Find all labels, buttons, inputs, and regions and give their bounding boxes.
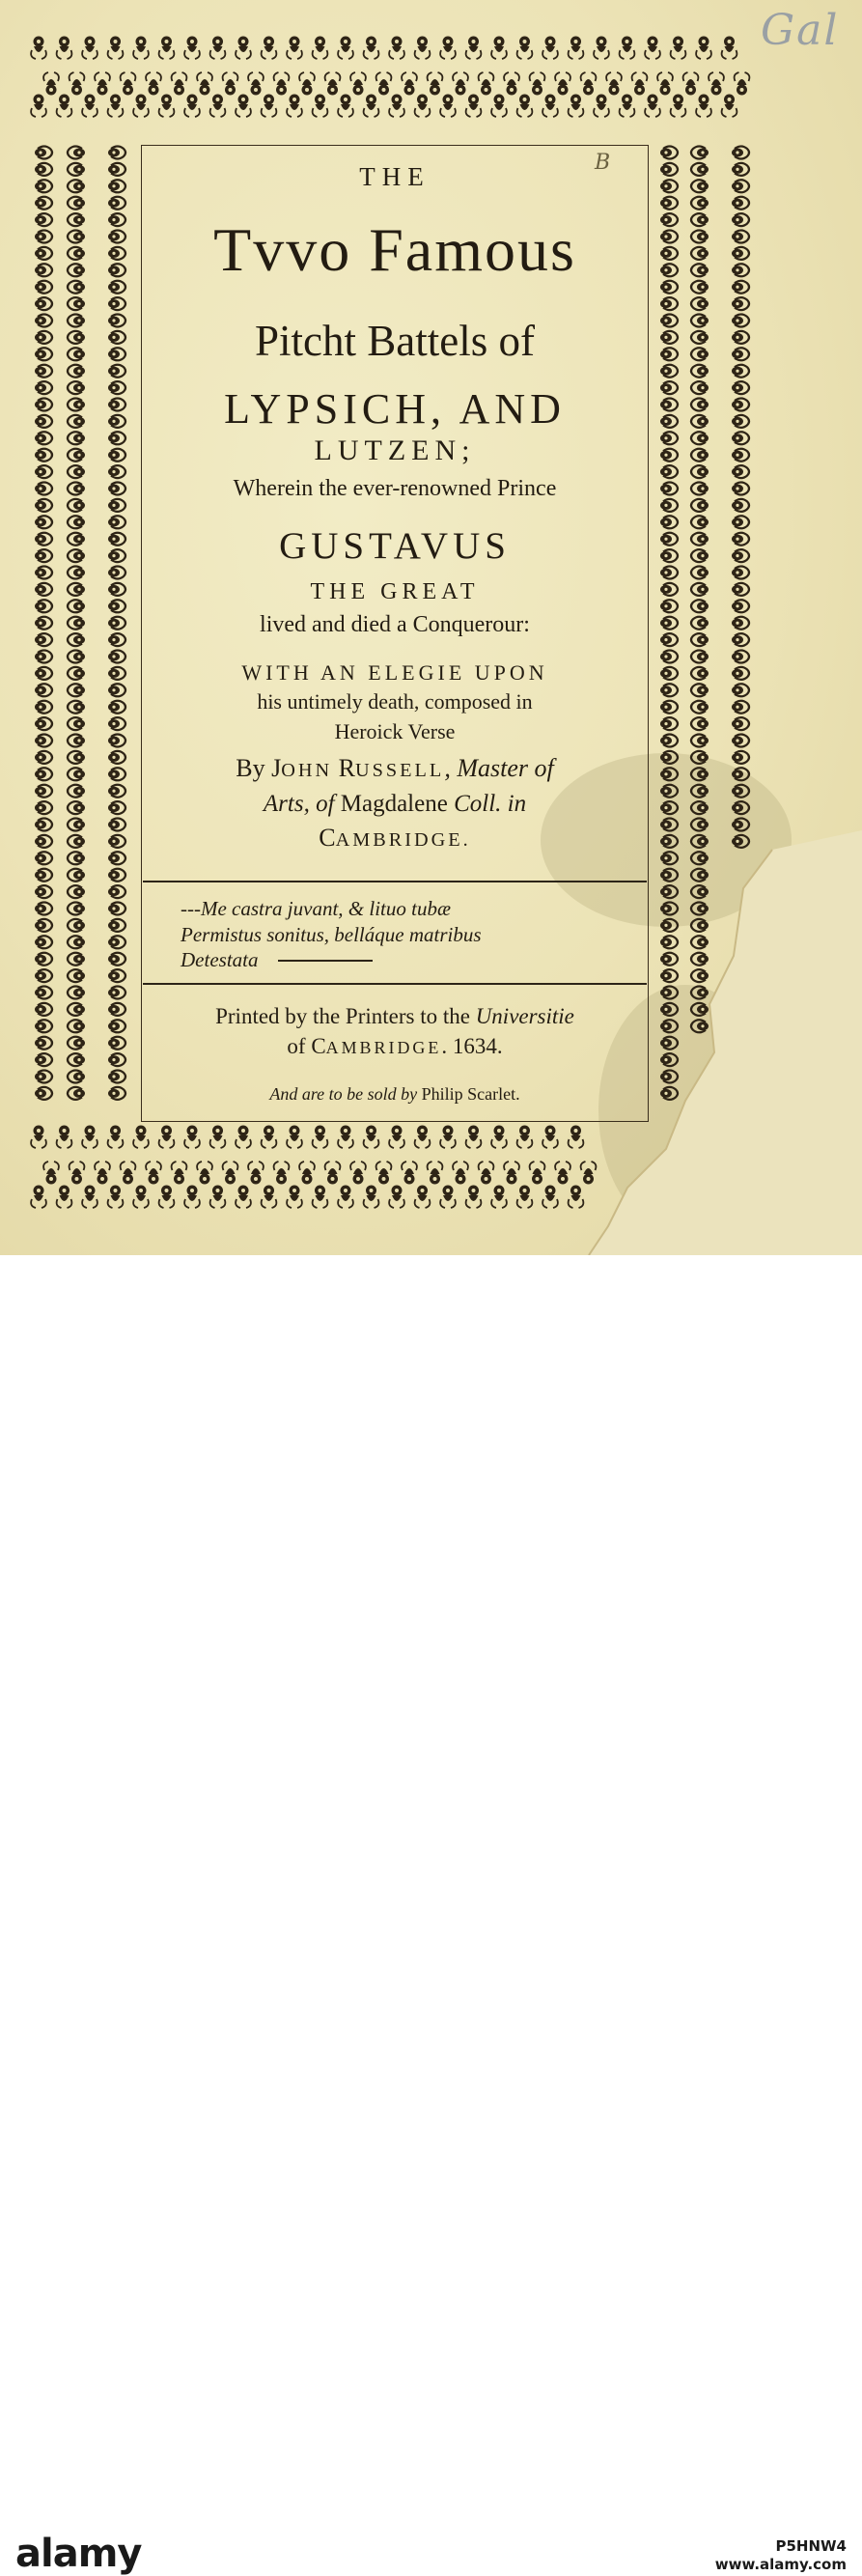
site-url: www.alamy.com [714,2556,847,2573]
title-with-elegie: WITH AN ELEGIE UPON [241,660,548,685]
title-page [0,0,862,1255]
stock-image-id [715,2537,847,2574]
imprint-seller: Philip Scarlet. [421,1084,520,1104]
author-last-initial: R [338,754,355,782]
author-degree: , Master of [444,754,554,782]
title-lutzen: LUTZEN; [314,434,476,466]
title-untimely-death: his untimely death, composed in [257,689,533,714]
affiliation-arts: Arts, of [263,791,335,817]
epigraph-line-3: Detestata [181,948,259,971]
affiliation-college: Magdalene [334,791,455,817]
affiliation-coll-in: Coll. in [454,791,527,817]
image-id: P5HNW4 [775,2537,847,2555]
handwritten-pencil-note: Gal [761,6,840,55]
imprint-place-line [141,1034,649,1059]
title-lived-and-died: lived and died a Conquerour: [260,612,530,637]
stock-footer [0,1255,862,2576]
alamy-logo: alamy [15,2532,142,2576]
title-the-great: THE GREAT [310,579,480,604]
title-two-famous: Tvvo Famous [213,215,576,284]
author-first-name: OHN [281,760,333,781]
title-gustavus: GUSTAVUS [279,525,511,567]
title-pitcht-battels: Pitcht Battels of [255,317,535,365]
margin-signature-mark: B [595,151,611,175]
divider-rule-lower [143,983,647,985]
imprint-university: Universitie [475,1004,574,1028]
imprint-year: . 1634. [441,1034,503,1058]
title-the: THE [359,162,431,191]
place-line [141,824,649,853]
epigraph-dash-rule [278,960,373,962]
place-rest: AMBRIDGE. [335,829,471,851]
epigraph-line-1: ---Me castra juvant, & lituo tubæ [181,897,451,920]
affiliation-line [141,791,649,818]
place-initial: C [319,824,336,852]
divider-rule-upper [143,881,647,882]
author-last-name: USSELL [355,760,445,781]
title-lypsich: LYPSICH, AND [224,385,566,433]
title-wherein: Wherein the ever-renowned Prince [233,476,557,501]
imprint-sold-line [141,1084,649,1105]
title-heroick-verse: Heroick Verse [334,719,456,743]
imprint-of: of C [287,1034,326,1058]
epigraph-line-2: Permistus sonitus, belláque matribus [181,923,482,946]
imprint-printed-line [141,1004,649,1029]
author-by: By J [236,754,282,782]
imprint-place: AMBRIDGE [325,1038,442,1057]
author-line [141,754,649,783]
imprint-sold-by: And are to be sold by [269,1084,422,1104]
imprint-printed-by: Printed by the Printers to the [215,1004,476,1028]
